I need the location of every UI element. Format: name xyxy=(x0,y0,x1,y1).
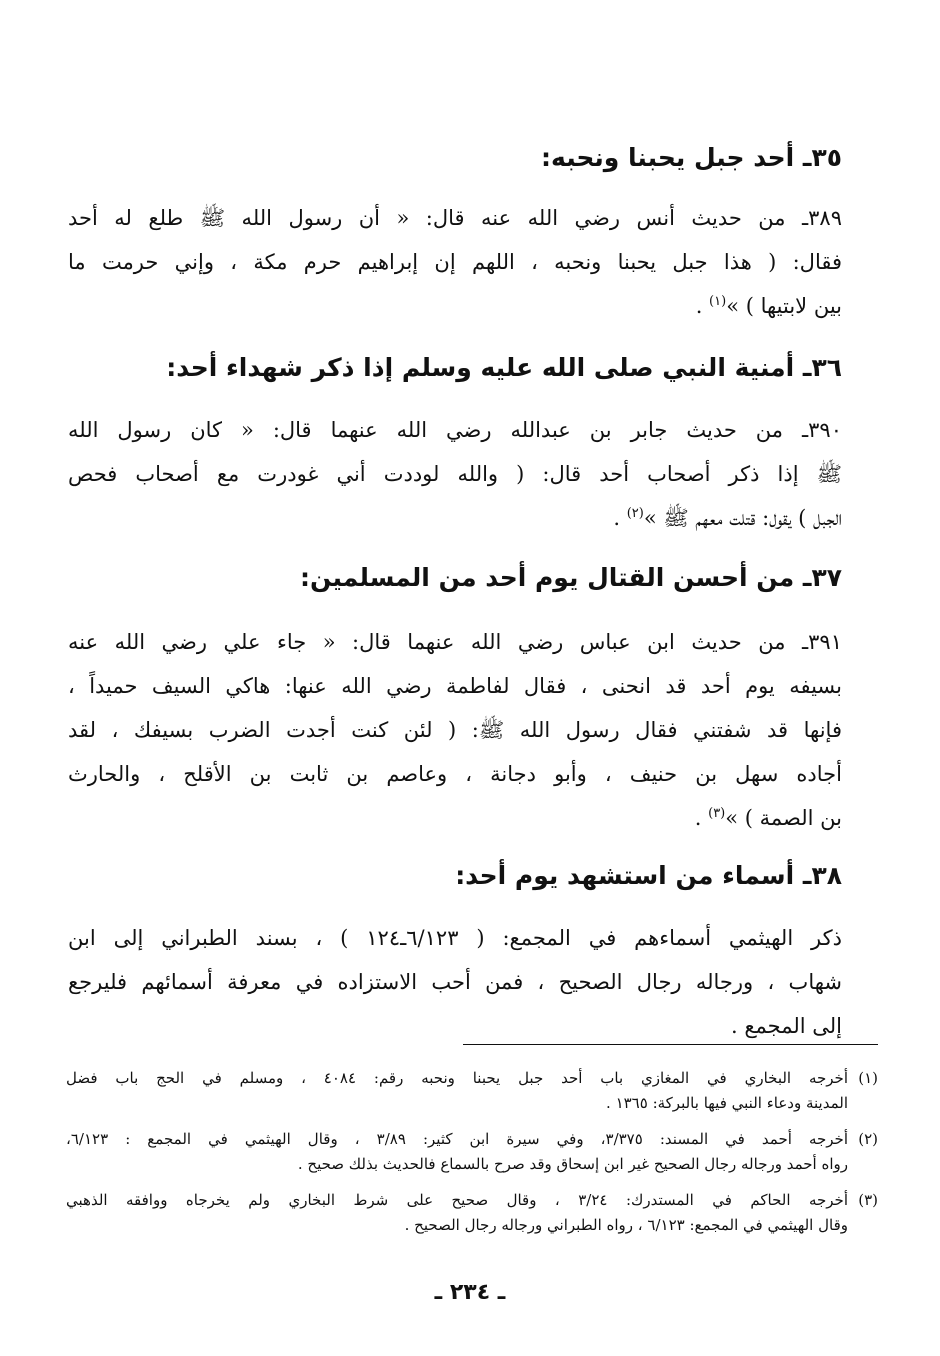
text-line: ﷺ إذا ذكر أصحاب أحد قال: ( والله لوددت أني غودرت مع أصحاب فحص xyxy=(68,462,842,486)
section-heading-37: ٣٧ـ من أحسن القتال يوم أحد من المسلمين: xyxy=(300,563,842,592)
text-line: ذكر الهيثمي أسماءهم في المجمع: ( ٦/١٢٣ـ١٢٤ ) ، بسند الطبراني إلى ابن xyxy=(68,926,842,950)
text-line: ٣٩١ـ من حديث ابن عباس رضي الله عنهما قال: « جاء علي رضي الله عنه xyxy=(68,630,842,654)
footnote-line: وقال الهيثمي في المجمع: ٦/١٢٣ ، رواه الطبراني ورجاله رجال الصحيح . xyxy=(404,1216,848,1234)
hadith-391 xyxy=(68,620,878,840)
footnote-line: المدينة ودعاء النبي فيها بالبركة: ١٣٦٥ . xyxy=(606,1094,848,1112)
footnote-1 xyxy=(66,1066,878,1116)
text-line: فقال: ( هذا جبل يحبنا ونحبه ، اللهم إن إبراهيم حرم مكة ، وإني حرمت ما xyxy=(68,250,842,274)
hadith-389 xyxy=(68,196,878,328)
footnote-number: (١) xyxy=(858,1069,878,1087)
footnote-text xyxy=(66,1127,848,1177)
footnote-text xyxy=(66,1066,848,1116)
footnote-line: رواه أحمد ورجاله رجال الصحيح غير ابن إسحاق وقد صرح بالسماع فالحديث بذلك صحيح . xyxy=(297,1155,848,1173)
text-line: شهاب ، ورجاله رجال الصحيح ، فمن أحب الاستزاده في معرفة أسمائهم فليرجع xyxy=(68,970,842,994)
sentence-end: . xyxy=(613,506,627,530)
section-heading-36: ٣٦ـ أمنية النبي صلى الله عليه وسلم إذا ذكر شهداء أحد: xyxy=(166,353,842,382)
text-line: إلى المجمع . xyxy=(730,1014,842,1038)
line-text: بين لابتيها ) » xyxy=(726,294,842,318)
footnote-line: أخرجه أحمد في المسند: ٣/٣٧٥، وفي سيرة ابن كثير: ٣/٨٩ ، وقال الهيثمي في المجمع : ٦/١٢٣، xyxy=(66,1130,848,1148)
footnote-number: (٣) xyxy=(858,1191,878,1209)
footnote-line: أخرجه البخاري في المغازي باب أحد جبل يحبنا ونحبه رقم: ٤٠٨٤ ، ومسلم في الحج باب فضل xyxy=(66,1069,848,1087)
text-line xyxy=(68,496,878,540)
text-line: أجاده سهل بن حنيف ، وأبو دجانة ، وعاصم بن ثابت بن الأقلح ، والحارث xyxy=(68,762,842,786)
line-text: بن الصمة ) » xyxy=(725,806,842,830)
footnote-3 xyxy=(66,1188,878,1238)
section-heading-35: ٣٥ـ أحد جبل يحبنا ونحبه: xyxy=(541,143,842,172)
text-line: بسيفه يوم أحد قد انحنى ، فقال لفاطمة رضي الله عنها: هاكي السيف حميداً ، xyxy=(68,674,842,698)
footnote-ref-1: (١) xyxy=(709,294,727,309)
text-line: ٣٩٠ـ من حديث جابر بن عبدالله رضي الله عنهما قال: « كان رسول الله xyxy=(68,418,842,442)
footnote-divider xyxy=(463,1044,878,1045)
footnote-number: (٢) xyxy=(858,1130,878,1148)
page-number: ـ ٢٣٤ ـ xyxy=(434,1280,506,1305)
footnote-ref-2: (٢) xyxy=(626,506,644,521)
main-text xyxy=(68,138,878,1048)
footnotes xyxy=(66,1066,878,1249)
text-line: ٣٨٩ـ من حديث أنس رضي الله عنه قال: « أن رسول الله ﷺ طلع له أحد xyxy=(68,206,842,230)
text-line xyxy=(68,284,878,328)
footnote-ref-3: (٣) xyxy=(708,806,726,821)
sentence-end: . xyxy=(695,294,710,318)
section-heading-38: ٣٨ـ أسماء من استشهد يوم أحد: xyxy=(455,861,842,890)
line-text: الجبل ) يقول: قتلت معهم ﷺ » xyxy=(643,506,842,530)
footnote-2 xyxy=(66,1127,878,1177)
sentence-end: . xyxy=(694,806,709,830)
footnote-text xyxy=(66,1188,848,1238)
martyrs-paragraph xyxy=(68,916,878,1048)
text-line xyxy=(68,796,878,840)
footnote-line: أخرجه الحاكم في المستدرك: ٣/٢٤ ، وقال صحيح على شرط البخاري ولم يخرجاه ووافقه الذهبي xyxy=(66,1191,848,1209)
hadith-390 xyxy=(68,408,878,540)
text-line: فإنها قد شفتني فقال رسول الله ﷺ: ( لئن كنت أجدت الضرب بسيفك ، لقد xyxy=(68,718,842,742)
